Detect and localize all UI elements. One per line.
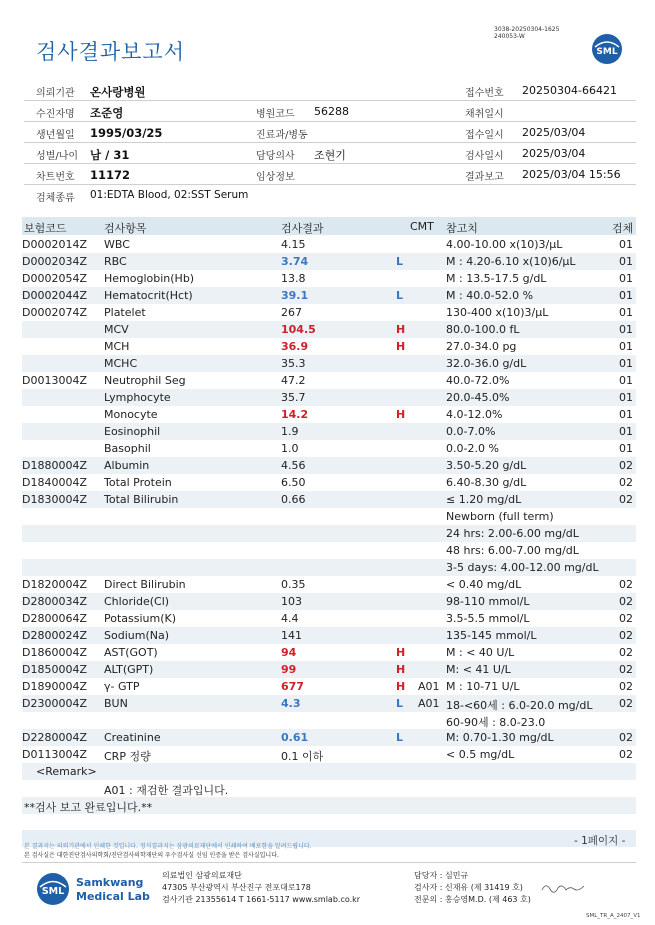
test-date-value: 2025/03/04 bbox=[522, 147, 586, 160]
test-item-cell: BUN bbox=[104, 697, 128, 710]
table-row bbox=[22, 372, 636, 389]
reference-cell: 6.40-8.30 g/dL bbox=[446, 476, 527, 489]
institution-value: 온사랑병원 bbox=[90, 85, 146, 99]
reference-cell: 60-90세 : 8.0-23.0 bbox=[446, 716, 546, 729]
table-row bbox=[22, 236, 636, 253]
table-row bbox=[22, 508, 636, 525]
reference-cell: 130-400 x(10)3/μL bbox=[446, 306, 549, 319]
result-cell: 267 bbox=[281, 306, 302, 319]
test-item-cell: Potassium(K) bbox=[104, 612, 177, 625]
result-cell: 4.3 bbox=[281, 697, 301, 710]
test-item-cell: Albumin bbox=[104, 459, 150, 472]
test-item-cell: Eosinophil bbox=[104, 425, 161, 438]
header-spec: 검체 bbox=[612, 222, 634, 235]
test-item-cell: ALT(GPT) bbox=[104, 663, 154, 676]
tester-name: 검사자 : 신재유 (제 31419 호) bbox=[414, 883, 523, 892]
table-row bbox=[22, 593, 636, 610]
cmt-cell: A01 bbox=[418, 697, 440, 710]
specimen-cell: 01 bbox=[619, 357, 633, 370]
insurance-code-cell: D2800034Z bbox=[22, 595, 87, 608]
patient-value: 조준영 bbox=[90, 106, 124, 120]
header-result: 검사결과 bbox=[281, 222, 324, 235]
reference-cell: M: < 41 U/L bbox=[446, 663, 511, 676]
doctor-value: 조현기 bbox=[314, 149, 346, 162]
cmt-cell: A01 bbox=[418, 680, 440, 693]
footer-brand bbox=[76, 876, 150, 904]
specimen-cell: 02 bbox=[619, 578, 633, 591]
test-item-cell: Monocyte bbox=[104, 408, 158, 421]
reference-cell: < 0.40 mg/dL bbox=[446, 578, 522, 591]
reference-cell: ≤ 1.20 mg/dL bbox=[446, 493, 522, 506]
document-id bbox=[494, 26, 559, 40]
specimen-cell: 01 bbox=[619, 289, 633, 302]
specialist-name: 전문의 : 홍승영M.D. (제 463 호) bbox=[414, 895, 531, 904]
insurance-code-cell: D2800024Z bbox=[22, 629, 87, 642]
report-label: 결과보고 bbox=[465, 172, 504, 183]
info-row bbox=[24, 80, 636, 101]
flag-cell: H bbox=[396, 340, 406, 353]
test-item-cell: WBC bbox=[104, 238, 130, 251]
result-cell: 1.9 bbox=[281, 425, 299, 438]
specimen-cell: 01 bbox=[619, 306, 633, 319]
reference-cell: M : 13.5-17.5 g/dL bbox=[446, 272, 547, 285]
insurance-code-cell: D0002074Z bbox=[22, 306, 87, 319]
reference-cell: 48 hrs: 6.00-7.00 mg/dL bbox=[446, 544, 579, 557]
birth-value: 1995/03/25 bbox=[90, 126, 163, 140]
page-number: - 1페이지 - bbox=[574, 835, 626, 847]
table-row bbox=[22, 491, 636, 508]
remark-label: <Remark> bbox=[36, 765, 97, 778]
test-item-cell: Platelet bbox=[104, 306, 146, 319]
result-cell: 4.15 bbox=[281, 238, 306, 251]
table-row bbox=[22, 542, 636, 559]
sml-logo-text: SML bbox=[596, 47, 618, 57]
test-item-cell: MCV bbox=[104, 323, 129, 336]
specimen-cell: 01 bbox=[619, 391, 633, 404]
table-row bbox=[22, 389, 636, 406]
table-row bbox=[22, 525, 636, 542]
reference-cell: M: 0.70-1.30 mg/dL bbox=[446, 731, 554, 744]
header-code: 보험코드 bbox=[24, 222, 67, 235]
test-item-cell: RBC bbox=[104, 255, 127, 268]
insurance-code-cell: D0113004Z bbox=[22, 748, 87, 761]
table-row bbox=[22, 304, 636, 321]
specimen-cell: 01 bbox=[619, 374, 633, 387]
flag-cell: L bbox=[396, 289, 404, 302]
table-row bbox=[22, 559, 636, 576]
reference-cell: 32.0-36.0 g/dL bbox=[446, 357, 527, 370]
receipt-no-value: 20250304-66421 bbox=[522, 84, 617, 97]
table-row bbox=[22, 610, 636, 627]
reference-cell: 3-5 days: 4.00-12.00 mg/dL bbox=[446, 561, 599, 574]
info-row bbox=[24, 122, 636, 143]
result-cell: 4.56 bbox=[281, 459, 306, 472]
reference-cell: 40.0-72.0% bbox=[446, 374, 510, 387]
reference-cell: 20.0-45.0% bbox=[446, 391, 510, 404]
specimen-cell: 02 bbox=[619, 697, 633, 710]
result-cell: 94 bbox=[281, 646, 297, 659]
table-row bbox=[22, 474, 636, 491]
reference-cell: M : 40.0-52.0 % bbox=[446, 289, 534, 302]
insurance-code-cell: D1850004Z bbox=[22, 663, 87, 676]
test-item-cell: Direct Bilirubin bbox=[104, 578, 186, 591]
result-cell: 0.66 bbox=[281, 493, 306, 506]
table-row bbox=[22, 440, 636, 457]
clinical-label: 임상정보 bbox=[256, 172, 295, 183]
specimen-cell: 02 bbox=[619, 748, 633, 761]
result-cell: 141 bbox=[281, 629, 302, 642]
table-row bbox=[22, 423, 636, 440]
doctor-label: 담당의사 bbox=[256, 151, 295, 162]
insurance-code-cell: D1860004Z bbox=[22, 646, 87, 659]
result-cell: 36.9 bbox=[281, 340, 309, 353]
footer-address bbox=[162, 870, 360, 906]
sml-footer-logo-text: SML bbox=[41, 886, 65, 897]
sex-age-value: 남 / 31 bbox=[90, 148, 130, 162]
result-cell: 4.4 bbox=[281, 612, 299, 625]
table-row bbox=[22, 746, 636, 763]
report-complete-text: **검사 보고 완료입니다.** bbox=[24, 801, 153, 814]
test-item-cell: AST(GOT) bbox=[104, 646, 158, 659]
result-cell: 0.35 bbox=[281, 578, 306, 591]
specimen-cell: 02 bbox=[619, 663, 633, 676]
table-row bbox=[22, 355, 636, 372]
header-item: 검사항목 bbox=[104, 222, 147, 235]
reference-cell: M : 10-71 U/L bbox=[446, 680, 520, 693]
flag-cell: H bbox=[396, 323, 406, 336]
collect-date-label: 채취일시 bbox=[465, 109, 504, 120]
result-cell: 104.5 bbox=[281, 323, 316, 336]
table-row bbox=[22, 576, 636, 593]
insurance-code-cell: D1890004Z bbox=[22, 680, 87, 693]
dept-label: 진료과/병동 bbox=[256, 130, 308, 141]
table-row bbox=[22, 270, 636, 287]
result-cell: 677 bbox=[281, 680, 304, 693]
table-row bbox=[22, 253, 636, 270]
test-item-cell: MCHC bbox=[104, 357, 138, 370]
test-item-cell: Hemoglobin(Hb) bbox=[104, 272, 195, 285]
test-item-cell: MCH bbox=[104, 340, 130, 353]
insurance-code-cell: D2300004Z bbox=[22, 697, 87, 710]
chart-label: 차트번호 bbox=[36, 172, 75, 183]
reference-cell: 27.0-34.0 pg bbox=[446, 340, 517, 353]
insurance-code-cell: D0013004Z bbox=[22, 374, 87, 387]
flag-cell: L bbox=[396, 255, 404, 268]
brand-line1: Samkwang bbox=[76, 876, 144, 889]
table-row bbox=[22, 338, 636, 355]
specimen-cell: 02 bbox=[619, 629, 633, 642]
test-item-cell: γ- GTP bbox=[104, 680, 140, 693]
reference-cell: Newborn (full term) bbox=[446, 510, 554, 523]
flag-cell: L bbox=[396, 697, 404, 710]
specimen-cell: 01 bbox=[619, 408, 633, 421]
sml-logo-icon bbox=[591, 33, 623, 65]
specimen-cell: 01 bbox=[619, 238, 633, 251]
certification-notice: 본 검사실은 대한진단검사의학회/진단검사의학재단의 우수검사실 신임 인증을 받은 검사실입니다. bbox=[24, 852, 279, 859]
specimen-cell: 02 bbox=[619, 595, 633, 608]
specimen-cell: 01 bbox=[619, 442, 633, 455]
reference-cell: 80.0-100.0 fL bbox=[446, 323, 520, 336]
brand-line2: Medical Lab bbox=[76, 890, 150, 903]
specimen-cell: 01 bbox=[619, 425, 633, 438]
result-cell: 39.1 bbox=[281, 289, 309, 302]
print-notice: 본 결과지는 의뢰기관에서 인쇄한 것입니다. 정식결과지는 삼광의료재단에서 인쇄하여 배포함을 알려드립니다. bbox=[24, 843, 312, 850]
table-row bbox=[22, 644, 636, 661]
hospital-code-value: 56288 bbox=[314, 105, 349, 118]
table-row bbox=[22, 321, 636, 338]
result-cell: 0.1 이하 bbox=[281, 750, 324, 763]
results-table-header bbox=[22, 217, 636, 235]
org-name: 의료법인 삼광의료재단 bbox=[162, 871, 242, 880]
table-row bbox=[22, 457, 636, 474]
report-value: 2025/03/04 15:56 bbox=[522, 168, 621, 181]
result-cell: 3.74 bbox=[281, 255, 309, 268]
reference-cell: < 0.5 mg/dL bbox=[446, 748, 515, 761]
insurance-code-cell: D1840004Z bbox=[22, 476, 87, 489]
receipt-date-label: 접수일시 bbox=[465, 130, 504, 141]
test-date-label: 검사일시 bbox=[465, 151, 504, 162]
table-row bbox=[22, 627, 636, 644]
test-item-cell: Total Bilirubin bbox=[104, 493, 179, 506]
specimen-cell: 02 bbox=[619, 612, 633, 625]
test-item-cell: Lymphocyte bbox=[104, 391, 171, 404]
institution-label: 의뢰기관 bbox=[36, 88, 75, 99]
test-item-cell: Creatinine bbox=[104, 731, 161, 744]
staff-name: 담당자 : 심민규 bbox=[414, 871, 469, 880]
test-item-cell: Chloride(Cl) bbox=[104, 595, 170, 608]
reference-cell: 24 hrs: 2.00-6.00 mg/dL bbox=[446, 527, 579, 540]
remark-label-row bbox=[22, 763, 636, 780]
receipt-date-value: 2025/03/04 bbox=[522, 126, 586, 139]
result-cell: 6.50 bbox=[281, 476, 306, 489]
table-row bbox=[22, 661, 636, 678]
result-cell: 99 bbox=[281, 663, 297, 676]
specimen-cell: 01 bbox=[619, 323, 633, 336]
org-address: 47305 부산광역시 부산진구 전포대로178 bbox=[162, 883, 311, 892]
result-cell: 47.2 bbox=[281, 374, 306, 387]
insurance-code-cell: D0002054Z bbox=[22, 272, 87, 285]
result-cell: 13.8 bbox=[281, 272, 306, 285]
result-cell: 103 bbox=[281, 595, 302, 608]
specimen-cell: 01 bbox=[619, 272, 633, 285]
test-item-cell: Total Protein bbox=[104, 476, 172, 489]
reference-cell: 18-<60세 : 6.0-20.0 mg/dL bbox=[446, 699, 593, 712]
info-row bbox=[24, 164, 636, 185]
insurance-code-cell: D0002014Z bbox=[22, 238, 87, 251]
specimen-cell: 02 bbox=[619, 731, 633, 744]
insurance-code-cell: D0002034Z bbox=[22, 255, 87, 268]
birth-label: 생년월일 bbox=[36, 130, 75, 141]
test-item-cell: Sodium(Na) bbox=[104, 629, 169, 642]
info-row bbox=[24, 101, 636, 122]
flag-cell: H bbox=[396, 408, 406, 421]
footer-signatories bbox=[414, 870, 531, 906]
page-title: 검사결과보고서 bbox=[36, 40, 186, 64]
chart-value: 11172 bbox=[90, 168, 131, 182]
specimen-cell: 02 bbox=[619, 680, 633, 693]
table-row bbox=[22, 695, 636, 712]
sex-age-label: 성별/나이 bbox=[36, 151, 79, 162]
patient-label: 수진자명 bbox=[36, 109, 75, 120]
remark-text: A01 : 재검한 결과입니다. bbox=[104, 784, 229, 797]
info-row bbox=[24, 185, 636, 206]
test-item-cell: Hematocrit(Hct) bbox=[104, 289, 193, 302]
insurance-code-cell: D2800064Z bbox=[22, 612, 87, 625]
signature-icon bbox=[540, 880, 586, 894]
flag-cell: L bbox=[396, 731, 404, 744]
specimen-cell: 01 bbox=[619, 340, 633, 353]
reference-cell: 4.0-12.0% bbox=[446, 408, 503, 421]
test-item-cell: CRP 정량 bbox=[104, 750, 151, 763]
insurance-code-cell: D1880004Z bbox=[22, 459, 87, 472]
header-cmt: CMT bbox=[410, 220, 434, 233]
result-cell: 35.7 bbox=[281, 391, 306, 404]
document-id-line1: 3038-20250304-1625 bbox=[494, 26, 560, 33]
form-code: SML_TR_A_2407_V1 bbox=[586, 913, 641, 919]
reference-cell: 135-145 mmol/L bbox=[446, 629, 537, 642]
reference-cell: 3.5-5.5 mmol/L bbox=[446, 612, 530, 625]
specimen-value: 01:EDTA Blood, 02:SST Serum bbox=[90, 189, 249, 201]
insurance-code-cell: D0002044Z bbox=[22, 289, 87, 302]
table-row bbox=[22, 287, 636, 304]
specimen-cell: 02 bbox=[619, 459, 633, 472]
reference-cell: 98-110 mmol/L bbox=[446, 595, 530, 608]
org-contact: 검사기관 21355614 T 1661-5117 www.smlab.co.kr bbox=[162, 895, 361, 904]
reference-cell: 0.0-7.0% bbox=[446, 425, 496, 438]
hospital-code-label: 병원코드 bbox=[256, 109, 295, 120]
flag-cell: H bbox=[396, 663, 406, 676]
sml-footer-logo-icon bbox=[36, 872, 70, 906]
insurance-code-cell: D2280004Z bbox=[22, 731, 87, 744]
specimen-cell: 02 bbox=[619, 493, 633, 506]
reference-cell: M : < 40 U/L bbox=[446, 646, 515, 659]
reference-cell: 3.50-5.20 g/dL bbox=[446, 459, 527, 472]
flag-cell: H bbox=[396, 680, 406, 693]
table-row bbox=[22, 712, 636, 729]
result-cell: 35.3 bbox=[281, 357, 306, 370]
reference-cell: M : 4.20-6.10 x(10)6/μL bbox=[446, 255, 576, 268]
flag-cell: H bbox=[396, 646, 406, 659]
insurance-code-cell: D1820004Z bbox=[22, 578, 87, 591]
result-cell: 1.0 bbox=[281, 442, 299, 455]
remark-done-row bbox=[22, 797, 636, 814]
table-row bbox=[22, 729, 636, 746]
table-row bbox=[22, 406, 636, 423]
reference-cell: 0.0-2.0 % bbox=[446, 442, 499, 455]
receipt-no-label: 접수번호 bbox=[465, 88, 504, 99]
remark-text-row bbox=[22, 780, 636, 797]
table-row bbox=[22, 678, 636, 695]
header-ref: 참고치 bbox=[446, 222, 478, 235]
result-cell: 14.2 bbox=[281, 408, 309, 421]
test-item-cell: Neutrophil Seg bbox=[104, 374, 186, 387]
document-id-line2: 240053-W bbox=[494, 33, 525, 40]
test-item-cell: Basophil bbox=[104, 442, 151, 455]
specimen-cell: 01 bbox=[619, 255, 633, 268]
specimen-cell: 02 bbox=[619, 646, 633, 659]
specimen-cell: 02 bbox=[619, 476, 633, 489]
reference-cell: 4.00-10.00 x(10)3/μL bbox=[446, 238, 563, 251]
footer-divider bbox=[22, 862, 636, 863]
result-cell: 0.61 bbox=[281, 731, 309, 744]
specimen-label: 검체종류 bbox=[36, 193, 75, 204]
info-row bbox=[24, 143, 636, 164]
insurance-code-cell: D1830004Z bbox=[22, 493, 87, 506]
